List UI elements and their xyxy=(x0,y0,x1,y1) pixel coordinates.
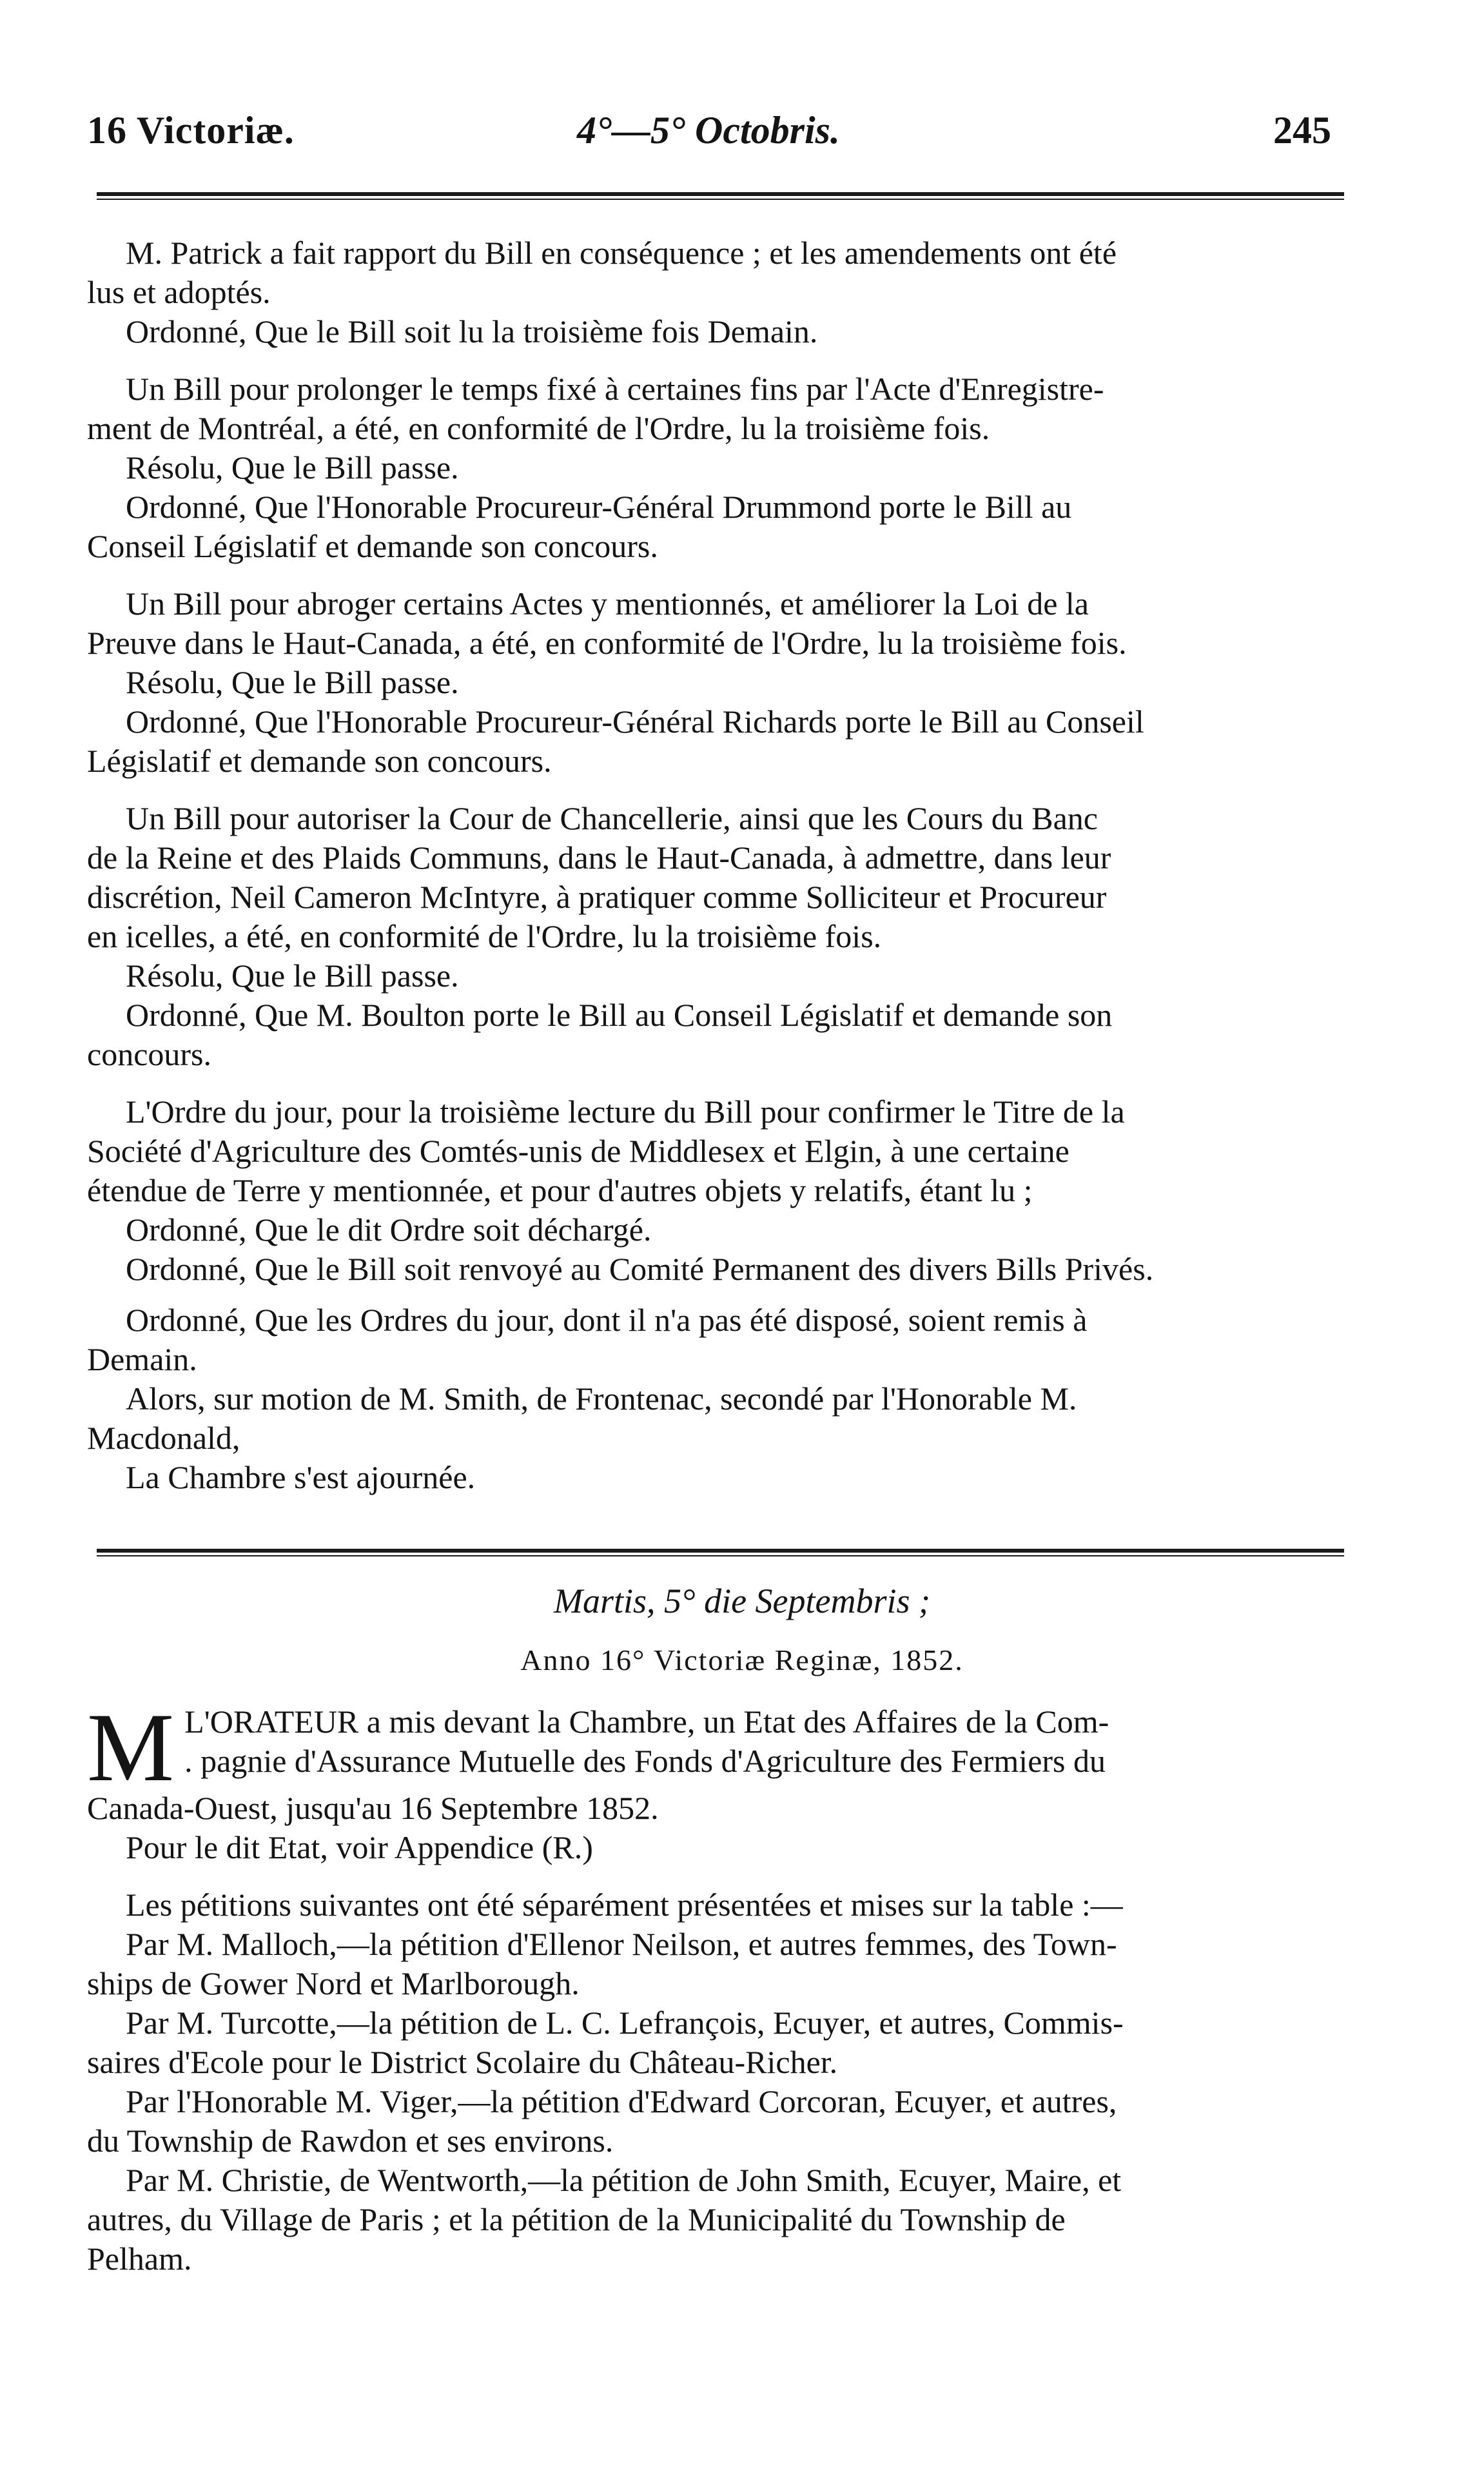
paragraph-continuation: discrétion, Neil Cameron McIntyre, à pratiquer comme Solliciteur et Procureur xyxy=(87,879,1107,915)
paragraph-continuation: de la Reine et des Plaids Communs, dans le Haut-Canada, à admettre, dans leur xyxy=(87,839,1111,876)
paragraph-continuation: lus et adoptés. xyxy=(87,274,271,310)
session-date: Martis, 5° die Septembris ; xyxy=(553,1582,931,1620)
paragraph: Les pétitions suivantes ont été séparément présentées et mises sur la table :— xyxy=(126,1887,1123,1923)
page-number: 245 xyxy=(1273,109,1331,152)
running-header xyxy=(87,95,1331,153)
paragraph: M. Patrick a fait rapport du Bill en conséquence ; et les amendements ont été xyxy=(126,235,1117,271)
paragraph-continuation: . pagnie d'Assurance Mutuelle des Fonds d'Agriculture des Fermiers du xyxy=(184,1743,1106,1779)
header-regnal-year: 16 Victoriæ. xyxy=(87,109,295,152)
paragraph-continuation: Canada-Ouest, jusqu'au 16 Septembre 1852. xyxy=(87,1790,659,1826)
paragraph: Un Bill pour abroger certains Actes y mentionnés, et améliorer la Loi de la xyxy=(126,585,1089,622)
paragraph-continuation: Pelham. xyxy=(87,2241,192,2277)
paragraph-continuation: Législatif et demande son concours. xyxy=(87,743,552,779)
paragraph: Résolu, Que le Bill passe. xyxy=(126,957,459,994)
paragraph-continuation: étendue de Terre y mentionnée, et pour d'autres objets y relatifs, étant lu ; xyxy=(87,1172,1033,1208)
section-divider xyxy=(97,1549,1344,1556)
paragraph-continuation: Demain. xyxy=(87,1341,197,1377)
paragraph-continuation: ment de Montréal, a été, en conformité de l'Ordre, lu la troisième fois. xyxy=(87,410,990,446)
paragraph: Par M. Turcotte,—la pétition de L. C. Lefrançois, Ecuyer, et autres, Commis- xyxy=(126,2005,1124,2041)
paragraph-continuation: du Township de Rawdon et ses environs. xyxy=(87,2123,614,2159)
section-septembris xyxy=(87,1693,1354,2279)
paragraph-continuation: autres, du Village de Paris ; et la pétition de la Municipalité du Township de xyxy=(87,2201,1066,2237)
paragraph: Résolu, Que le Bill passe. xyxy=(126,449,459,486)
paragraph: Ordonné, Que l'Honorable Procureur-Général Drummond porte le Bill au xyxy=(126,489,1072,525)
paragraph: Ordonné, Que le Bill soit renvoyé au Comité Permanent des divers Bills Privés. xyxy=(126,1251,1154,1287)
paragraph: Alors, sur motion de M. Smith, de Frontenac, secondé par l'Honorable M. xyxy=(126,1380,1077,1417)
paragraph: Un Bill pour autoriser la Cour de Chancellerie, ainsi que les Cours du Banc xyxy=(126,800,1098,836)
paragraph: Résolu, Que le Bill passe. xyxy=(126,664,459,700)
paragraph-continuation: Macdonald, xyxy=(87,1420,240,1456)
paragraph: Un Bill pour prolonger le temps fixé à certaines fins par l'Acte d'Enregistre- xyxy=(126,371,1104,407)
paragraph: Ordonné, Que l'Honorable Procureur-Général Richards porte le Bill au Conseil xyxy=(126,703,1144,740)
paragraph: Par M. Malloch,—la pétition d'Ellenor Neilson, et autres femmes, des Town- xyxy=(126,1926,1117,1962)
paragraph: L'ORATEUR a mis devant la Chambre, un Etat des Affaires de la Com- xyxy=(184,1703,1109,1740)
paragraph: Ordonné, Que les Ordres du jour, dont il n'a pas été disposé, soient remis à xyxy=(126,1302,1088,1338)
paragraph: Ordonné, Que le Bill soit lu la troisième fois Demain. xyxy=(126,313,818,349)
paragraph: Par M. Christie, de Wentworth,—la pétition de John Smith, Ecuyer, Maire, et xyxy=(126,2162,1122,2198)
paragraph: La Chambre s'est ajournée. xyxy=(126,1459,476,1495)
paragraph-continuation: concours. xyxy=(87,1036,211,1072)
paragraph-continuation: Société d'Agriculture des Comtés-unis de Middlesex et Elgin, à une certaine xyxy=(87,1133,1069,1169)
paragraph: Pour le dit Etat, voir Appendice (R.) xyxy=(126,1829,593,1865)
paragraph: Ordonné, Que le dit Ordre soit déchargé. xyxy=(126,1212,652,1248)
paragraph: Par l'Honorable M. Viger,—la pétition d'Edward Corcoran, Ecuyer, et autres, xyxy=(126,2083,1117,2119)
section-octobris xyxy=(87,233,1354,1497)
session-year: Anno 16° Victoriæ Reginæ, 1852. xyxy=(520,1644,964,1676)
header-rule xyxy=(97,192,1344,200)
paragraph-continuation: saires d'Ecole pour le District Scolaire du Château-Richer. xyxy=(87,2044,838,2080)
paragraph-continuation: en icelles, a été, en conformité de l'Ordre, lu la troisième fois. xyxy=(87,918,882,954)
paragraph-continuation: ships de Gower Nord et Marlborough. xyxy=(87,1965,580,2001)
header-dates: 4°—5° Octobris. xyxy=(577,109,840,152)
paragraph-continuation: Preuve dans le Haut-Canada, a été, en conformité de l'Ordre, lu la troisième fois. xyxy=(87,625,1127,661)
paragraph: L'Ordre du jour, pour la troisième lecture du Bill pour confirmer le Titre de la xyxy=(126,1094,1125,1130)
drop-capital: M xyxy=(87,1693,175,1802)
paragraph: Ordonné, Que M. Boulton porte le Bill au Conseil Législatif et demande son xyxy=(126,997,1113,1033)
paragraph-continuation: Conseil Législatif et demande son concours. xyxy=(87,528,658,564)
